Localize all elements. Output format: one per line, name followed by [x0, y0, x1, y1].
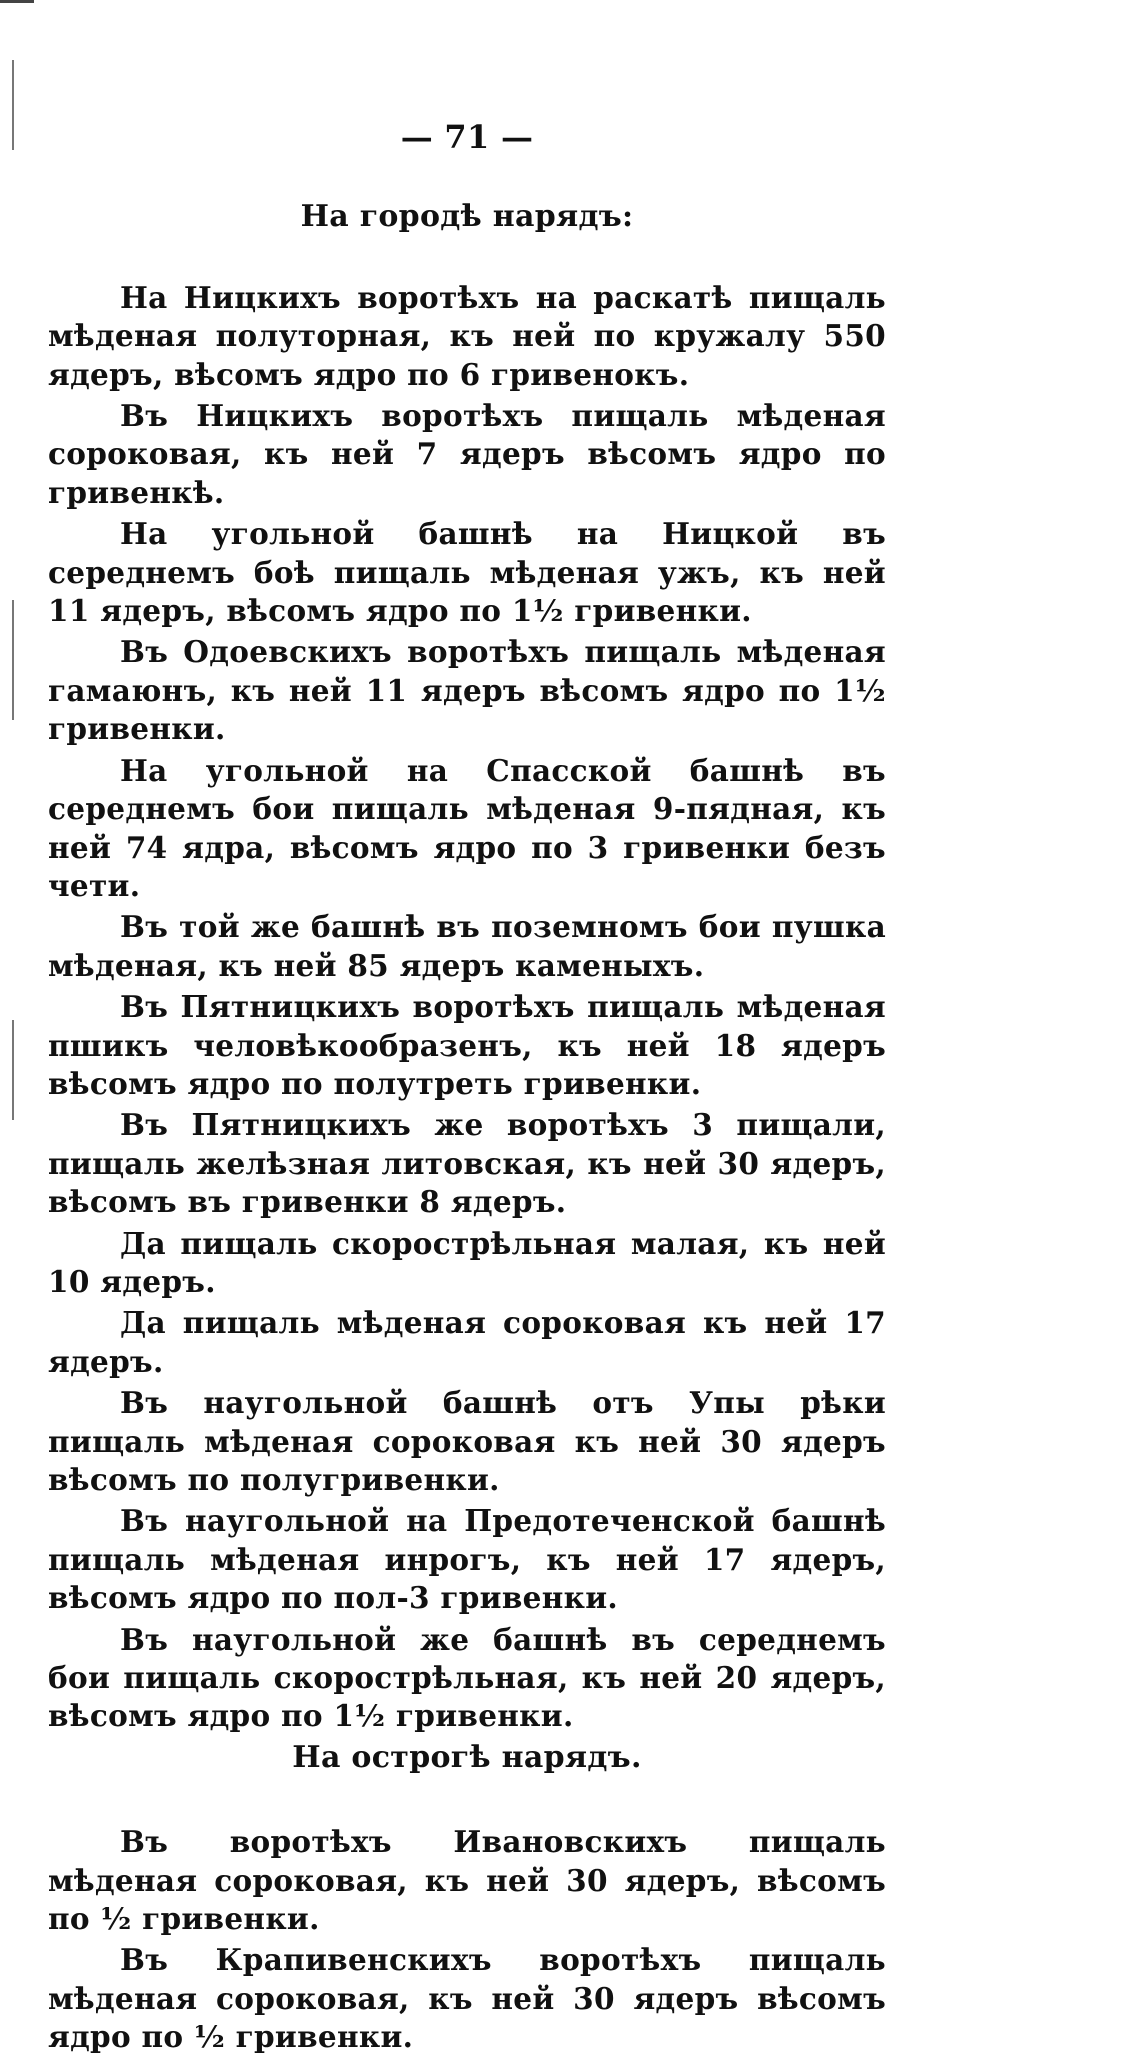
- paragraph: Въ наугольной на Предотеченской башнѣ пищаль мѣденая инрогъ, къ ней 17 ядеръ, вѣсомъ ядро по пол-3 гривенки.: [48, 1503, 886, 1616]
- paragraph: Въ Ницкихъ воротѣхъ пищаль мѣденая сороковая, къ ней 7 ядеръ вѣсомъ ядро по гривенкѣ.: [48, 398, 886, 510]
- section-heading-city: На городѣ нарядъ:: [300, 199, 634, 235]
- paragraph: Въ Одоевскихъ воротѣхъ пищаль мѣденая гамаюнъ, къ ней 11 ядеръ вѣсомъ ядро по 1½ гривенки.: [48, 634, 886, 747]
- paragraph: Въ Пятницкихъ воротѣхъ пищаль мѣденая пшикъ человѣкообразенъ, къ ней 18 ядеръ вѣсомъ ядро по полутреть гривенки.: [48, 989, 886, 1101]
- paragraph: Да пищаль мѣденая сороковая къ ней 17 ядеръ.: [48, 1305, 886, 1379]
- document-page: [48, 118, 886, 2060]
- paragraph: Въ наугольной же башнѣ въ середнемъ бои пищаль скорострѣльная, къ ней 20 ядеръ, вѣсомъ ядро по 1½ гривенки.: [48, 1621, 886, 1734]
- scan-edge-mark: [12, 1020, 14, 1120]
- paragraph: Да пищаль скорострѣльная малая, къ ней 10 ядеръ.: [48, 1225, 886, 1299]
- scan-edge-mark: [12, 600, 14, 720]
- paragraph: На угольной на Спасской башнѣ въ середнемъ бои пищаль мѣденая 9-пядная, къ ней 74 ядра, вѣсомъ ядро по 3 гривенки безъ чети.: [48, 752, 886, 903]
- section-heading-ostrog: На острогѣ нарядъ.: [292, 1739, 642, 1775]
- paragraph: Въ той же башнѣ въ поземномъ бои пушка мѣденая, къ ней 85 ядеръ каменыхъ.: [48, 909, 886, 983]
- paragraph: Въ Пятницкихъ же воротѣхъ 3 пищали, пищаль желѣзная литовская, къ ней 30 ядеръ, вѣсомъ въ гривенки 8 ядеръ.: [48, 1107, 886, 1220]
- paragraph: На Ницкихъ воротѣхъ на раскатѣ пищаль мѣденая полуторная, къ ней по кружалу 550 ядеръ, вѣсомъ ядро по 6 гривенокъ.: [48, 279, 886, 392]
- paragraph: Въ Крапивенскихъ воротѣхъ пищаль мѣденая сороковая, къ ней 30 ядеръ вѣсомъ ядро по ½ гривенки.: [48, 1942, 886, 2055]
- page-number: — 71 —: [400, 118, 534, 156]
- paragraph: Въ воротѣхъ Ивановскихъ пищаль мѣденая сороковая, къ ней 30 ядеръ, вѣсомъ по ½ гривенки.: [48, 1824, 886, 1937]
- paragraph: На угольной башнѣ на Ницкой въ середнемъ боѣ пищаль мѣденая ужъ, къ ней 11 ядеръ, вѣсомъ ядро по 1½ гривенки.: [48, 516, 886, 629]
- paragraph: Въ наугольной башнѣ отъ Упы рѣки пищаль мѣденая сороковая къ ней 30 ядеръ вѣсомъ по полугривенки.: [48, 1385, 886, 1497]
- scan-corner-mark: [0, 0, 34, 3]
- scan-edge-mark: [12, 60, 14, 150]
